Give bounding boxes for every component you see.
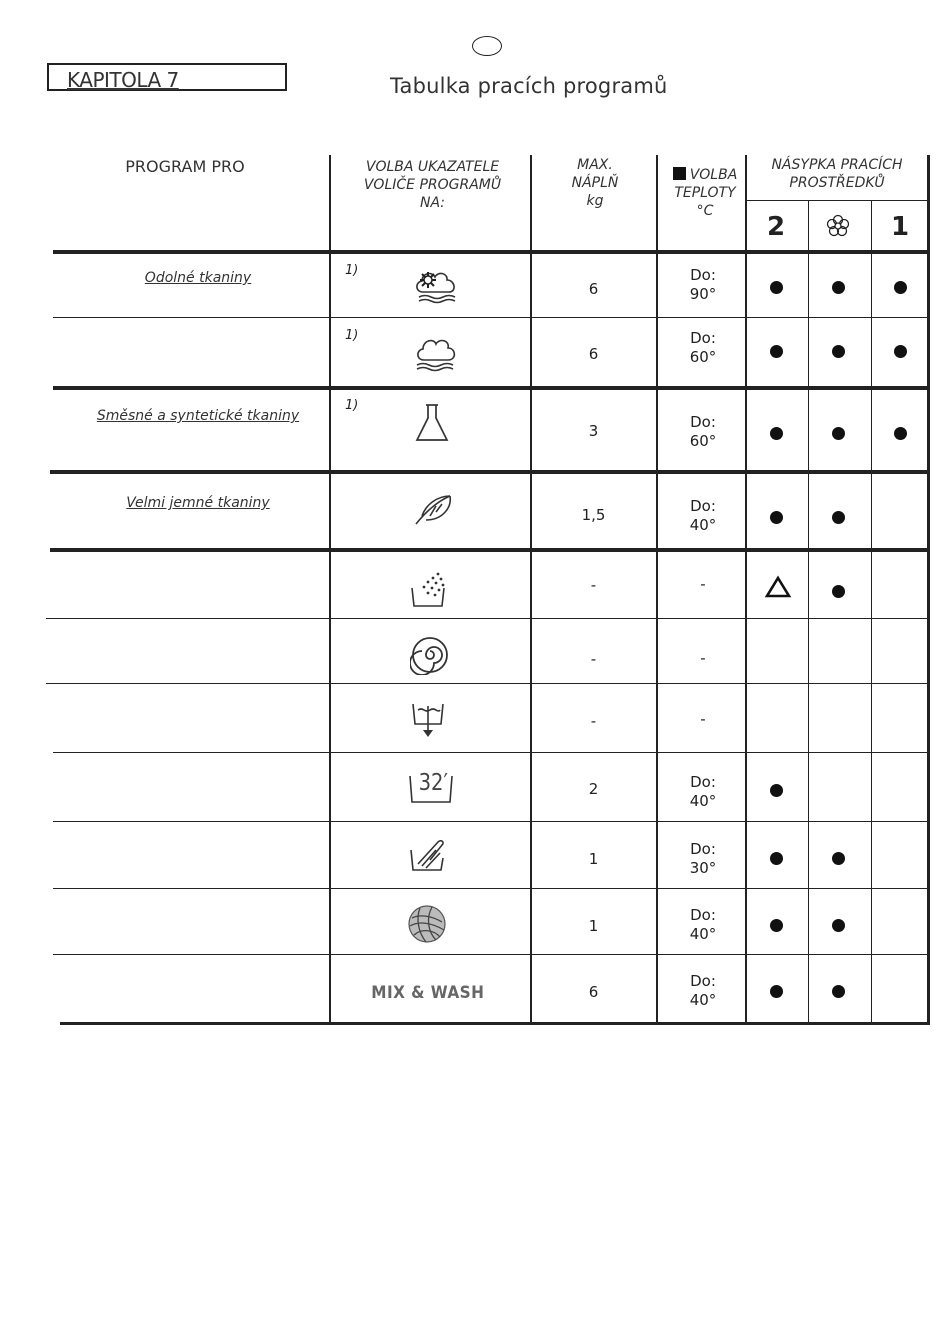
program-name: Velmi jemné tkaniny	[126, 495, 270, 511]
temp-prefix: Do:	[690, 906, 716, 924]
temp-prefix: Do:	[690, 413, 716, 431]
dispenser-dot	[770, 427, 783, 440]
row-divider-2	[53, 386, 930, 390]
header-selector	[335, 158, 530, 212]
header-selector-line1: VOLBA UKAZATELE	[365, 159, 500, 175]
language-oval-badge	[472, 36, 502, 56]
max-load: 1	[588, 917, 599, 935]
header-program: PROGRAM PRO	[125, 157, 245, 176]
wool-icon	[406, 904, 448, 944]
dispenser-dot	[832, 511, 845, 524]
dispenser-dot	[770, 345, 783, 358]
delicate-feather-icon	[410, 492, 454, 528]
max-load: 1	[588, 850, 599, 868]
header-dispenser	[748, 156, 926, 192]
max-load: -	[590, 650, 597, 668]
header-selector-line2: VOLIČE PROGRAMŮ	[363, 177, 502, 193]
dispenser-slot-2: 2	[766, 212, 786, 242]
row-divider-3	[50, 470, 930, 474]
spin-spiral-icon	[410, 635, 450, 675]
dispenser-dot	[894, 281, 907, 294]
footnote-marker: 1)	[345, 328, 359, 343]
dispenser-dot	[770, 919, 783, 932]
row-divider-6	[46, 683, 930, 684]
row-divider-9	[53, 888, 930, 889]
temp-prefix: Do:	[690, 329, 716, 347]
temp-prefix: Do:	[690, 972, 716, 990]
temp-prefix: Do:	[690, 840, 716, 858]
row-divider-1	[53, 317, 930, 318]
header-temp-line2: TEPLOTY	[674, 185, 736, 201]
temp-value: 40°	[689, 991, 717, 1009]
header-temp-line1: VOLBA	[689, 167, 738, 183]
rinse-shower-icon	[408, 570, 448, 610]
header-dispenser-line1: NÁSYPKA PRACÍCH	[771, 157, 903, 173]
quick-32-icon	[406, 768, 456, 806]
col-divider-3	[656, 155, 658, 1025]
row-divider-7	[53, 752, 930, 753]
drain-icon	[410, 700, 446, 740]
dispenser-slot-1: 1	[890, 212, 910, 242]
temperature-cell	[660, 710, 746, 729]
temp-value: 40°	[689, 925, 717, 943]
row-divider-5	[46, 618, 930, 619]
temperature-cell	[660, 972, 746, 1010]
temp-value: 60°	[689, 432, 717, 450]
temperature-cell	[660, 266, 746, 304]
flower-icon	[825, 213, 851, 239]
header-load-line2: NÁPLŇ	[571, 175, 619, 191]
max-load: -	[590, 576, 597, 594]
table-right-border	[927, 155, 930, 1025]
temp-value: 40°	[689, 792, 717, 810]
max-load: 6	[588, 345, 599, 363]
chapter-box	[47, 63, 287, 91]
header-load	[535, 156, 655, 210]
program-name: Odolné tkaniny	[144, 270, 252, 286]
dispenser-dot	[770, 985, 783, 998]
temp-value: -	[700, 649, 706, 667]
temp-prefix: Do:	[690, 266, 716, 284]
synthetic-flask-icon	[413, 402, 451, 444]
temperature-cell	[660, 329, 746, 367]
temp-prefix: Do:	[690, 497, 716, 515]
square-marker-icon	[673, 167, 686, 180]
footnote-marker: 1)	[345, 398, 359, 413]
temp-value: -	[700, 710, 706, 728]
temp-value: -	[700, 575, 706, 593]
header-temperature	[660, 166, 750, 220]
max-load: 6	[588, 983, 599, 1001]
temp-prefix: Do:	[690, 773, 716, 791]
page-title: Tabulka pracích programů	[390, 74, 668, 98]
header-dispenser-line2: PROSTŘEDKŮ	[789, 175, 885, 191]
dispenser-dot	[770, 281, 783, 294]
row-divider-4	[50, 548, 930, 552]
dispenser-dot	[770, 784, 783, 797]
temp-value: 40°	[689, 516, 717, 534]
chapter-label: KAPITOLA 7	[67, 68, 179, 92]
max-load: 3	[588, 422, 599, 440]
cotton-icon	[413, 334, 457, 374]
mix-wash-label: MIX & WASH	[371, 983, 485, 1003]
dispenser-dot	[832, 852, 845, 865]
row-divider-8	[53, 821, 930, 822]
dispenser-dot	[832, 985, 845, 998]
temperature-cell	[660, 649, 746, 668]
hand-wash-icon	[408, 836, 450, 874]
dispenser-dot	[832, 585, 845, 598]
col-divider-6	[871, 200, 872, 1025]
temp-value: 30°	[689, 859, 717, 877]
temperature-cell	[660, 575, 746, 594]
dispenser-dot	[832, 345, 845, 358]
temperature-cell	[660, 906, 746, 944]
max-load: 1,5	[581, 506, 606, 524]
temp-value: 90°	[689, 285, 717, 303]
program-name: Směsné a syntetické tkaniny	[96, 408, 300, 424]
temperature-cell	[660, 840, 746, 878]
header-selector-line3: NA:	[419, 195, 446, 211]
temperature-cell	[660, 773, 746, 811]
dispenser-dot	[894, 427, 907, 440]
col-divider-5	[808, 200, 809, 1025]
footnote-marker: 1)	[345, 263, 359, 278]
table-bottom-border	[60, 1022, 930, 1025]
max-load: 6	[588, 280, 599, 298]
dispenser-dot	[832, 427, 845, 440]
header-temp-line3: °C	[696, 203, 714, 219]
row-divider-header	[53, 250, 930, 254]
dispenser-dot	[770, 511, 783, 524]
temp-value: 60°	[689, 348, 717, 366]
header-load-line1: MAX.	[577, 157, 613, 173]
cotton-intensive-icon	[411, 266, 463, 304]
temperature-cell	[660, 413, 746, 451]
row-divider-10	[53, 954, 930, 955]
header-load-line3: kg	[586, 193, 604, 209]
quick-icon-label: 32′	[418, 770, 448, 796]
max-load: 2	[588, 780, 599, 798]
max-load: -	[590, 712, 597, 730]
triangle-icon	[764, 575, 792, 599]
dispenser-dot	[832, 281, 845, 294]
dispenser-dot	[770, 852, 783, 865]
temperature-cell	[660, 497, 746, 535]
dispenser-dot	[894, 345, 907, 358]
dispenser-dot	[832, 919, 845, 932]
dispenser-sub-divider	[745, 200, 928, 201]
